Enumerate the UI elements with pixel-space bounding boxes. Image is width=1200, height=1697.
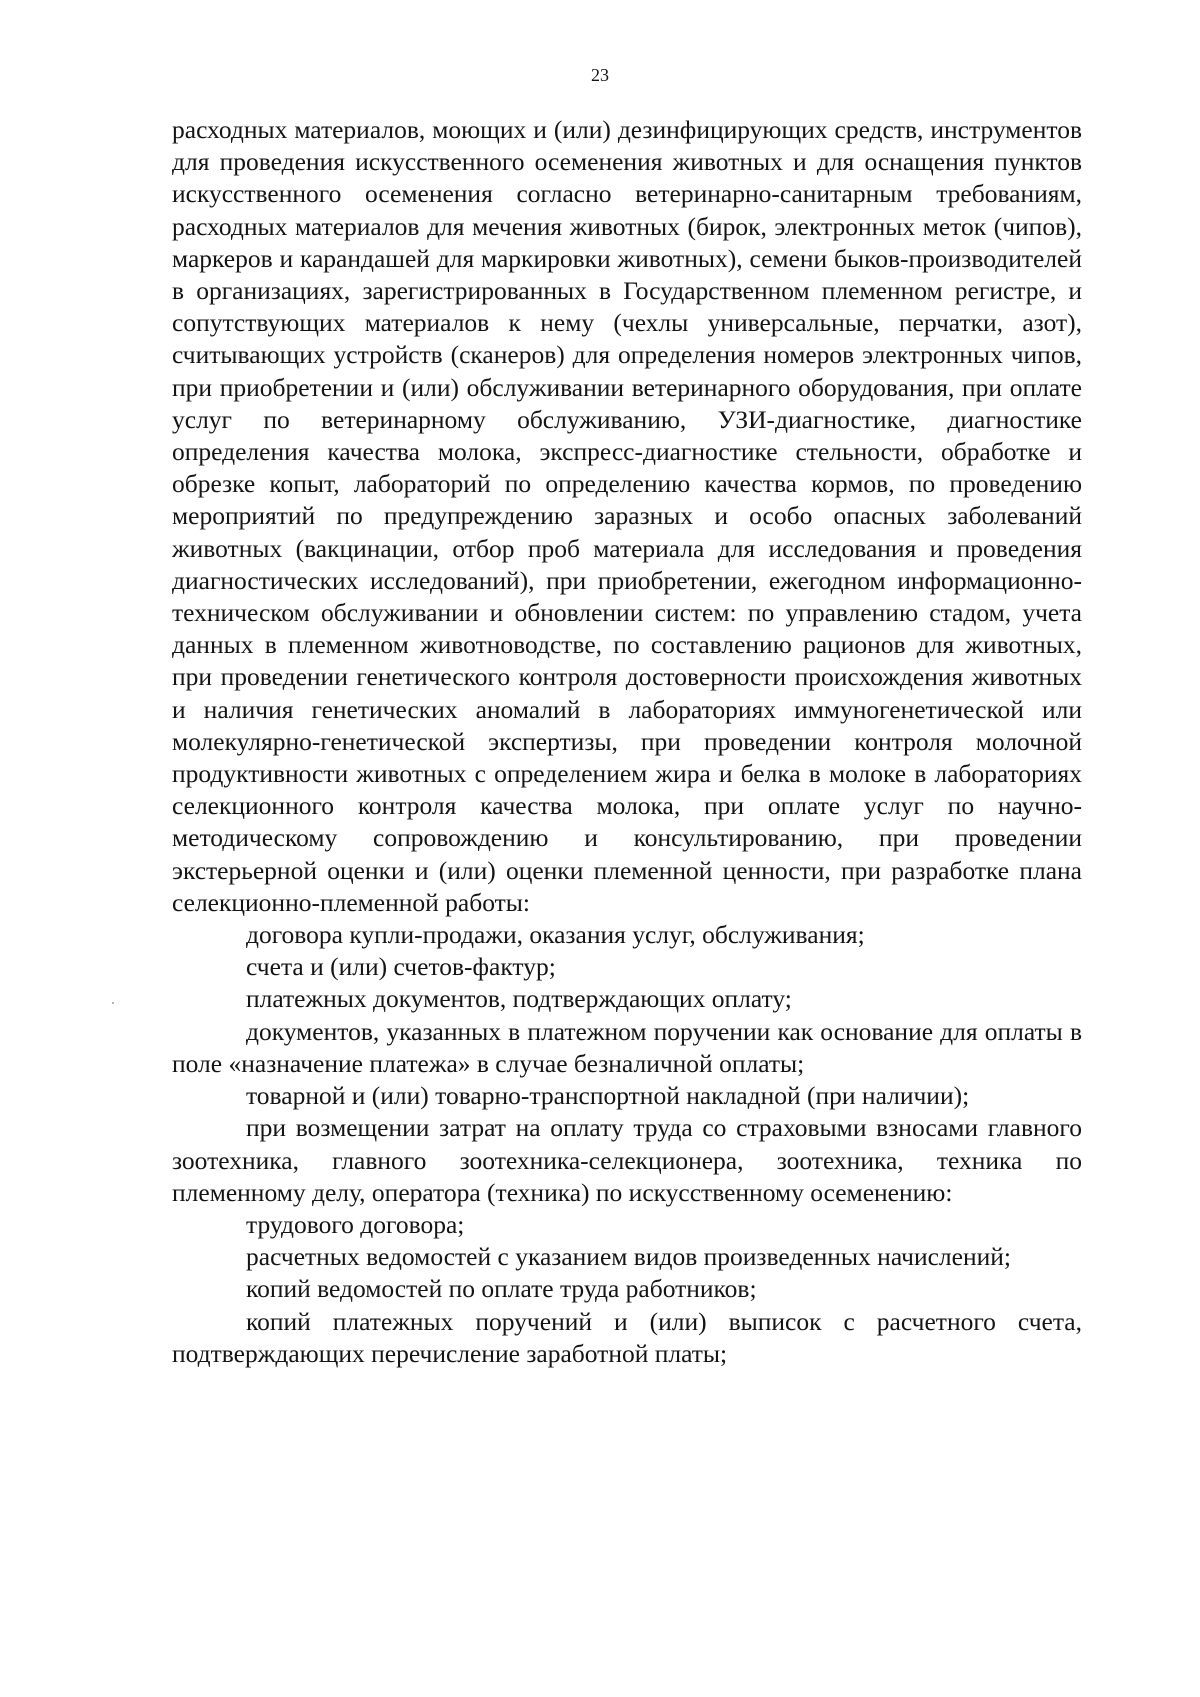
paragraph-labor-costs: при возмещении затрат на оплату труда со страховыми взносами главного зоотехника, главного зоотехника-селекционера, зоотехника, техника по племенному делу, оператора (техника) по искусственному осеменению: — [172, 1113, 1082, 1207]
list-item-payment-purpose-documents: документов, указанных в платежном поручении как основание для оплаты в поле «назначение платежа» в случае безналичной оплаты; — [172, 1016, 1082, 1078]
list-item-waybill: товарной и (или) товарно-транспортной накладной (при наличии); — [246, 1081, 970, 1111]
scan-speck — [112, 1002, 114, 1004]
list-item-employment-contract: трудового договора; — [246, 1209, 465, 1239]
list-item-payroll-copies: копий ведомостей по оплате труда работников; — [246, 1274, 757, 1304]
document-body — [172, 114, 1082, 1370]
list-item-payroll-statements: расчетных ведомостей с указанием видов произведенных начислений; — [246, 1242, 1011, 1272]
list-item-invoices: счета и (или) счетов-фактур; — [246, 952, 556, 982]
page-number: 23 — [591, 65, 609, 85]
list-item-payment-order-copies: копий платежных поручений и (или) выписок с расчетного счета, подтверждающих перечисление заработной платы; — [172, 1306, 1082, 1368]
paragraph-expense-materials: расходных материалов, моющих и (или) дезинфицирующих средств, инструментов для проведения искусственного осеменения животных и для оснащения пунктов искусственного осеменения согласно ветеринарно-санитарным требованиям, расходных материалов для мечения животных (бирок, электронных меток (чипов), маркеров и карандашей для маркировки животных), семени быков-производителей в организациях, зарегистрированных в Государственном племенном регистре, и сопутствующих материалов к нему (чехлы универсальные, перчатки, азот), считывающих устройств (сканеров) для определения номеров электронных чипов, при приобретении и (или) обслуживании ветеринарного оборудования, при оплате услуг по ветеринарному обслуживанию, УЗИ-диагностике, диагностике определения качества молока, экспресс-диагностике стельности, обработке и обрезке копыт, лабораторий по определению качества кормов, по проведению мероприятий по предупреждению заразных и особо опасных заболеваний животных (вакцинации, отбор проб материала для исследования и проведения диагностических исследований), при приобретении, ежегодном информационно-техническом обслуживании и обновлении систем: по управлению стадом, учета данных в племенном животноводстве, по составлению рационов для животных, при проведении генетического контроля достоверности происхождения животных и наличия генетических аномалий в лабораториях иммуногенетической или молекулярно-генетической экспертизы, при проведении контроля молочной продуктивности животных с определением жира и белка в молоке в лабораториях селекционного контроля качества молока, при оплате услуг по научно-методическому сопровождению и консультированию, при проведении экстерьерной оценки и (или) оценки племенной ценности, при разработке плана селекционно-племенной работы: — [172, 115, 1082, 917]
list-item-payment-documents: платежных документов, подтверждающих оплату; — [246, 984, 792, 1014]
list-item-sales-contract: договора купли-продажи, оказания услуг, обслуживания; — [246, 920, 865, 950]
